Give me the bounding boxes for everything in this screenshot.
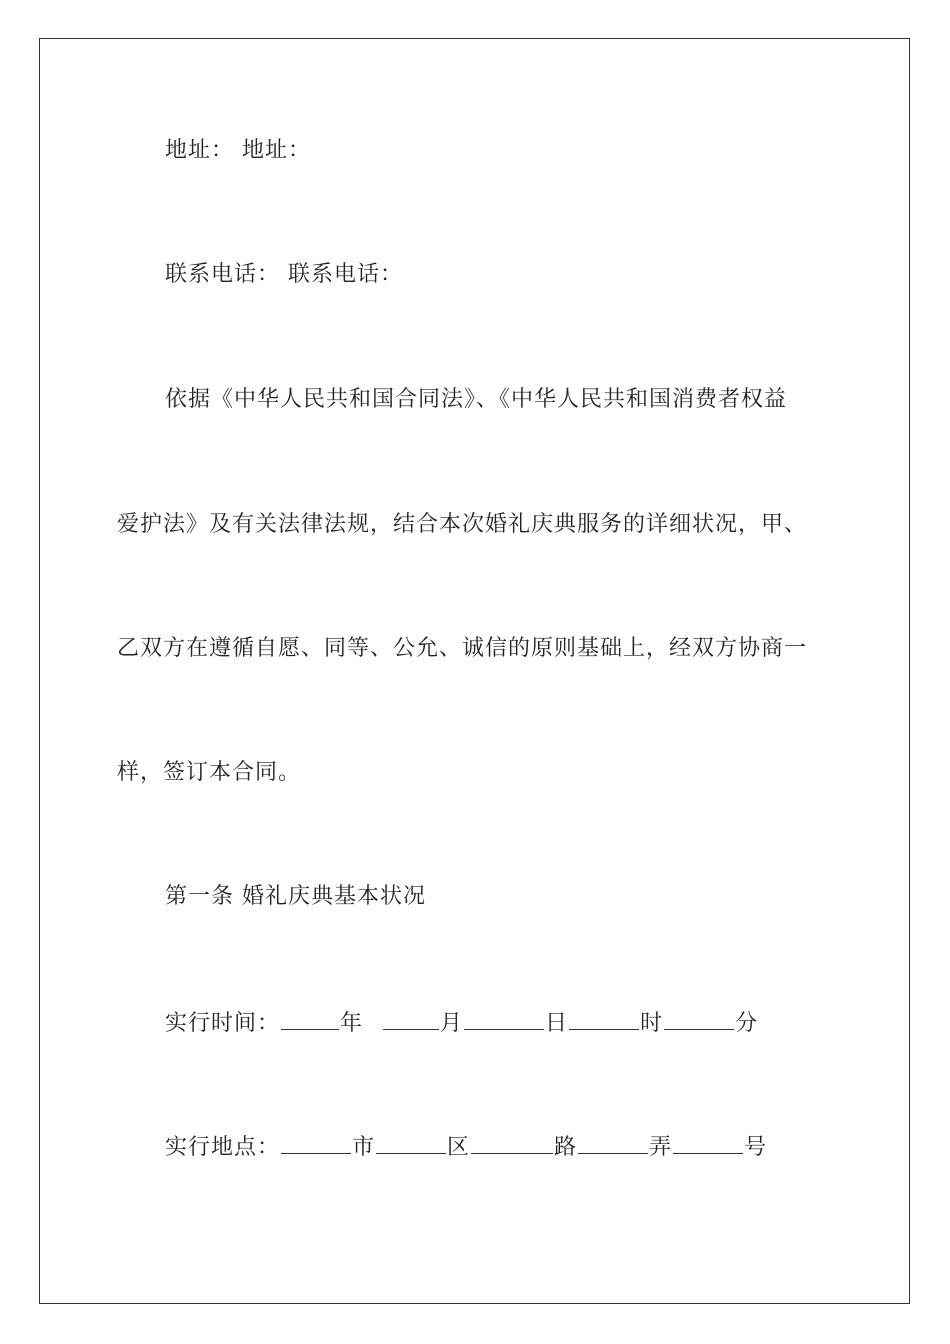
hour-blank[interactable]: [569, 1007, 639, 1030]
phone-line: 联系电话： 联系电话：: [165, 262, 403, 287]
district-blank[interactable]: [376, 1131, 446, 1154]
place-row: [0, 1131, 950, 1163]
lane-label: 弄: [649, 1135, 673, 1160]
address-line: 地址： 地址：: [165, 138, 311, 163]
lane-blank[interactable]: [578, 1131, 648, 1154]
year-blank[interactable]: [281, 1007, 339, 1030]
paragraph-line-1: 依据《中华人民共和国合同法》、《中华人民共和国消费者权益: [165, 387, 788, 412]
time-row: [0, 1007, 950, 1039]
road-blank[interactable]: [471, 1131, 553, 1154]
paragraph-line-4: 样，签订本合同。: [117, 760, 302, 785]
city-label: 市: [352, 1135, 376, 1160]
year-label: 年: [340, 1011, 364, 1036]
month-blank[interactable]: [383, 1007, 439, 1030]
district-label: 区: [447, 1135, 471, 1160]
city-blank[interactable]: [281, 1131, 351, 1154]
paragraph-line-2: 爱护法》及有关法律法规，结合本次婚礼庆典服务的详细状况，甲、: [117, 512, 808, 537]
month-label: 月: [440, 1011, 464, 1036]
day-blank[interactable]: [464, 1007, 544, 1030]
article-title: 第一条 婚礼庆典基本状况: [165, 884, 426, 909]
day-label: 日: [545, 1011, 569, 1036]
time-label: 实行时间：: [165, 1011, 281, 1036]
place-label: 实行地点：: [165, 1135, 281, 1160]
paragraph-line-3: 乙双方在遵循自愿、同等、公允、诚信的原则基础上，经双方协商一: [117, 636, 808, 661]
number-blank[interactable]: [673, 1131, 743, 1154]
number-label: 号: [744, 1135, 768, 1160]
page-border: [39, 38, 910, 1304]
hour-label: 时: [640, 1011, 664, 1036]
minute-blank[interactable]: [664, 1007, 734, 1030]
minute-label: 分: [735, 1011, 759, 1036]
road-label: 路: [554, 1135, 578, 1160]
